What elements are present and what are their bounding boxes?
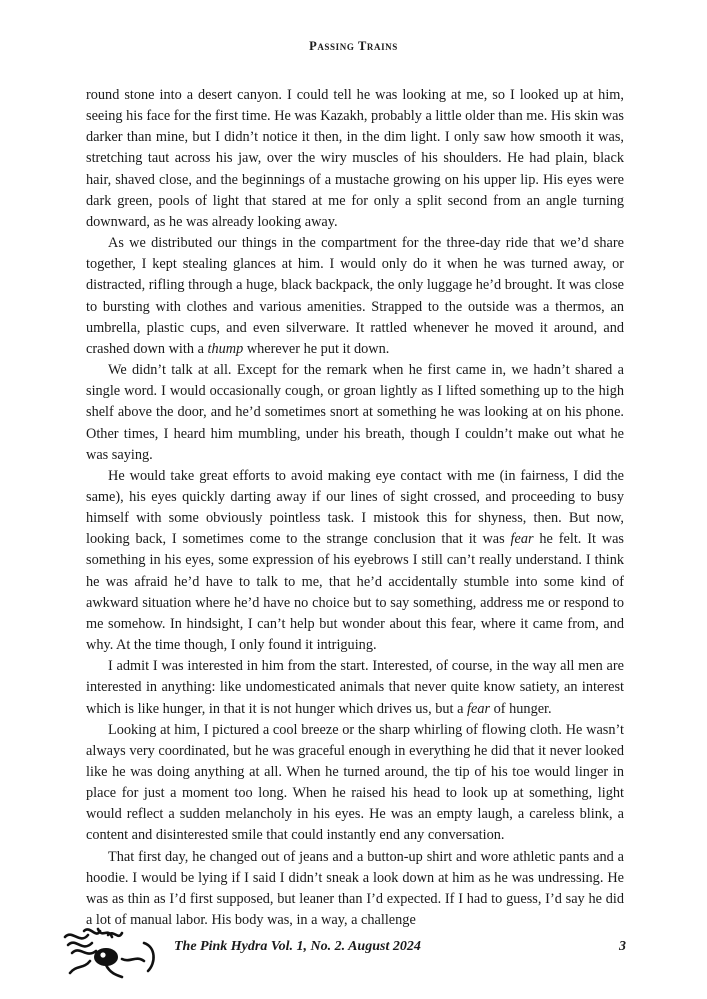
paragraph-4: He would take great efforts to avoid making eye contact with me (in fairness, I did the same), his eyes quickly darting away if our lines of sight crossed, and proceeding to busy himself with some obviously pointless task. I mistook this for shyness, then. But now, looking back, I sometimes come to the strange conclusion that it was fear he felt. It was something in his eyes, some expression of his eyebrows I still can’t really understand. I think he was afraid he’d have to talk to me, that he’d accidentally stumble into some kind of awkward situation where he’d have no choice but to say something, address me or respond to me somehow. In hindsight, I can’t help but wonder about this fear, where it came from, and why. At the time though, I only found it intriguing. bbox=[86, 467, 624, 654]
hydra-logo-icon bbox=[60, 925, 160, 981]
paragraph-7: That first day, he changed out of jeans and a button-up shirt and wore athletic pants and a hoodie. I would be lying if I said I didn’t sneak a look down at him as he was undressing. He was as thin as I’d first supposed, but leaner than I’d expected. If I had to guess, I’d say he did a lot of manual labor. His body was, in a way, a challenge bbox=[86, 848, 624, 929]
journal-citation: The Pink Hydra Vol. 1, No. 2. August 2024 bbox=[174, 939, 421, 954]
paragraph-5: I admit I was interested in him from the start. Interested, of course, in the way all men are interested in anything: like undomesticated animals that never quite know satiety, an interest which is like hunger, in that it is not hunger which drives us, but a fear of hunger. bbox=[86, 658, 624, 717]
paragraph-6: Looking at him, I pictured a cool breeze or the sharp whirling of flowing cloth. He wasn’t always very coordinated, but he was graceful enough in everything he did that it never looked like he was doing anything at all. When he turned around, the tip of his toe would linger in place for just a moment too long. When he raised his head to look up at something, light would reflect a sudden melancholy in his eyes. He was an empty laugh, a careless blink, a content and disinterested smile that could instantly end any conversation. bbox=[86, 721, 624, 844]
paragraph-1: round stone into a desert canyon. I could tell he was looking at me, so I looked up at him, seeing his face for the first time. He was Kazakh, probably a little older than me. His skin was darker than mine, but I didn’t notice it then, in the dim light. I only saw how smooth it was, stretching taut across his jaw, over the wiry muscles of his shoulders. He had plain, black hair, shaved close, and the beginnings of a mustache growing on his upper lip. His eyes were dark green, pools of light that stared at me for only a split second from an angle turning downward, as he was already looking away. bbox=[86, 87, 624, 230]
page-number: 3 bbox=[619, 939, 626, 954]
page-footer bbox=[60, 925, 626, 985]
paragraph-2: As we distributed our things in the compartment for the three-day ride that we’d share together, I kept stealing glances at him. I would only do it when he was turned away, or distracted, rifling through a huge, black backpack, the only luggage he’d brought. It was close to bursting with clothes and various amenities. Strapped to the outside was a thermos, an umbrella, plastic cups, and even silverware. It rattled whenever he moved it around, and crashed down with a thump wherever he put it down. bbox=[86, 235, 624, 357]
paragraph-3: We didn’t talk at all. Except for the remark when he first came in, we hadn’t shared a single word. I would occasionally cough, or groan lightly as I lifted something up to the high shelf above the door, and he’d sometimes snort at something he was looking at on his phone. Other times, I heard him mumbling, under his breath, though I couldn’t make out what he was saying. bbox=[86, 362, 624, 463]
article-body bbox=[86, 85, 624, 931]
running-title: Passing Trains bbox=[309, 39, 398, 53]
